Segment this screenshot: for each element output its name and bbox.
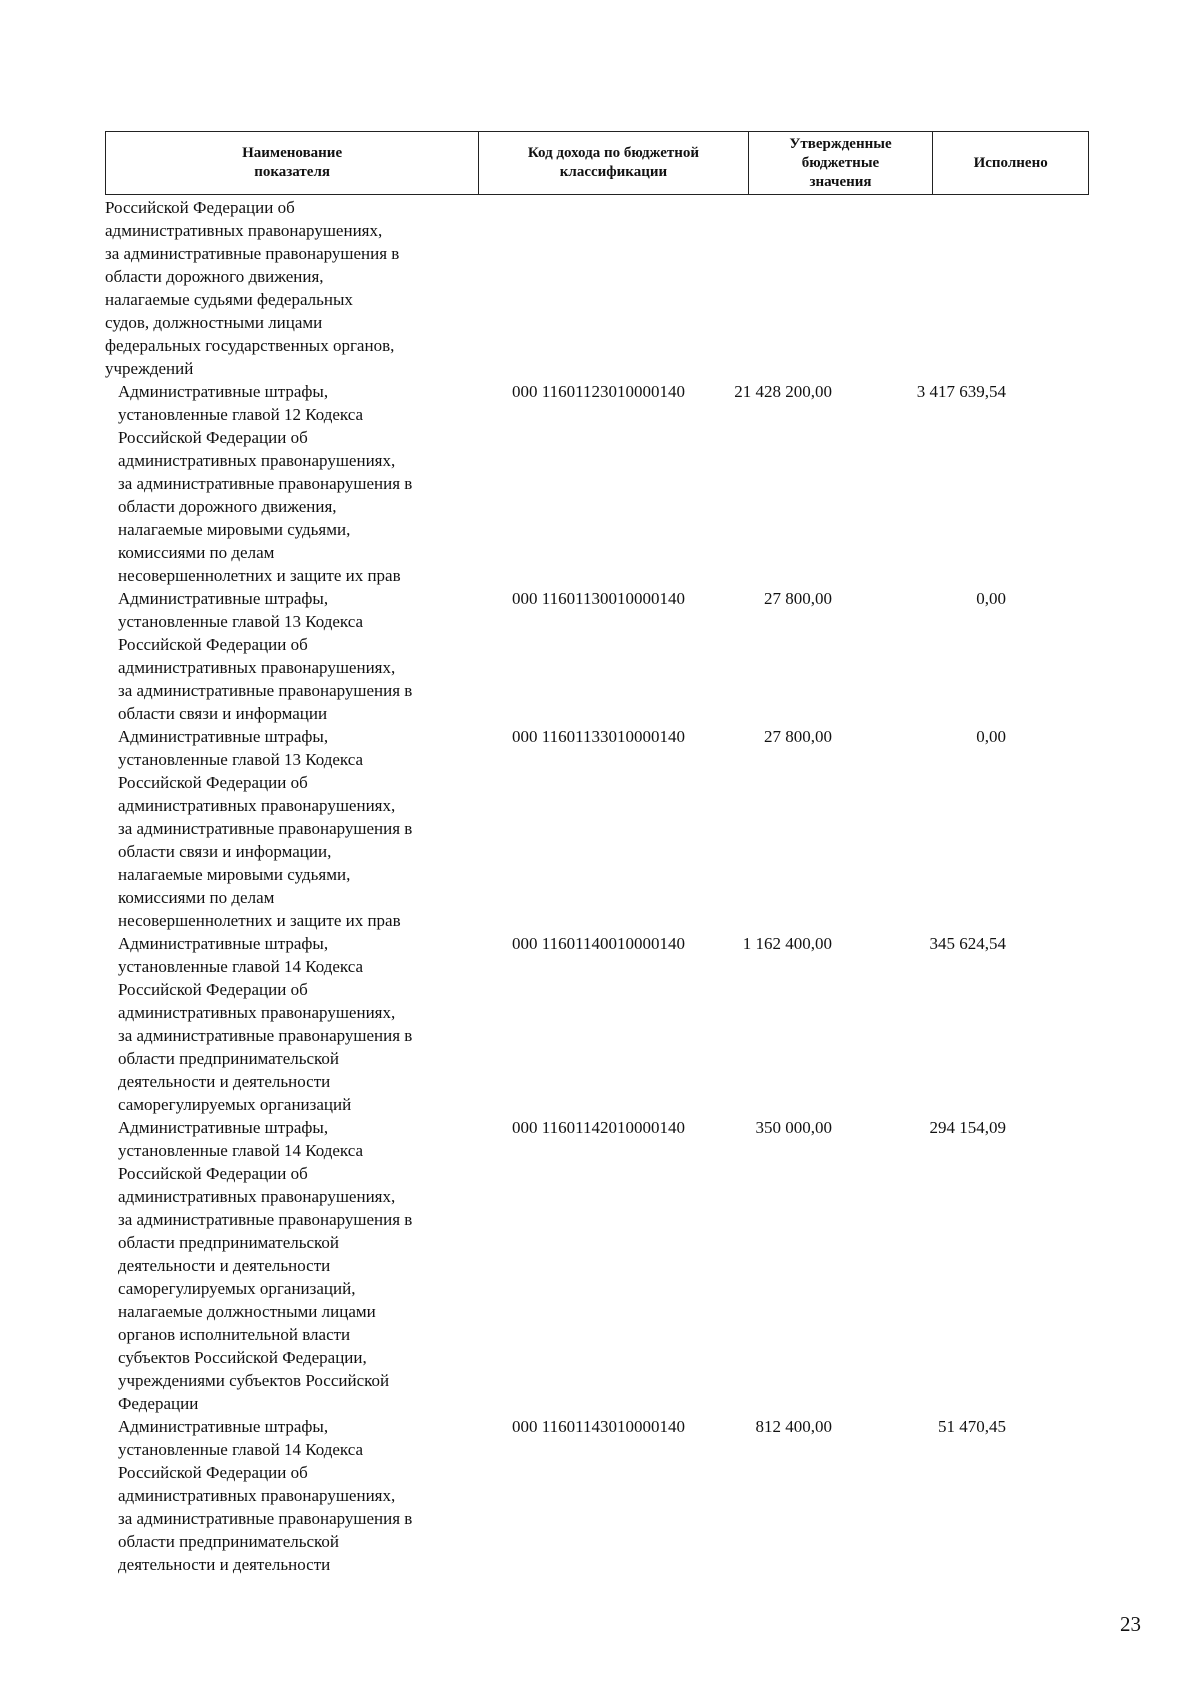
row-name: Административные штрафы, установленные главой 13 Кодекса Российской Федерации об административных правонарушениях, за административные правонарушения в области связи и информации: [118, 589, 413, 723]
table-row: [105, 1415, 1089, 1576]
row-executed: 0,00: [976, 589, 1006, 608]
table-header: [105, 131, 1089, 195]
row-executed: 0,00: [976, 727, 1006, 746]
table-row: [105, 725, 1089, 932]
row-name: Административные штрафы, установленные главой 14 Кодекса Российской Федерации об административных правонарушениях, за административные правонарушения в области предпринимательской деятельности и деятельности саморегулируемых организаций, налагаемые должностными лицами органов исполнительной власти субъектов Российской Федерации, учреждениями субъектов Российской Федерации: [118, 1118, 413, 1413]
row-executed: 345 624,54: [929, 934, 1006, 953]
row-name: Административные штрафы, установленные главой 12 Кодекса Российской Федерации об административных правонарушениях, за административные правонарушения в области дорожного движения, налагаемые мировыми судьями, комиссиями по делам несовершеннолетних и защите их прав: [118, 382, 413, 585]
header-name-line: Наименование: [242, 145, 343, 161]
table-row: [105, 196, 1089, 380]
header-code: [479, 132, 748, 194]
table-row: [105, 587, 1089, 725]
row-approved: 27 800,00: [764, 727, 832, 746]
header-name-line: показателя: [254, 164, 330, 180]
table-row: [105, 1116, 1089, 1415]
row-code: 000 11601133010000140: [512, 727, 685, 746]
row-approved: 1 162 400,00: [742, 934, 832, 953]
row-approved: 812 400,00: [755, 1417, 832, 1436]
row-approved: 350 000,00: [755, 1118, 832, 1137]
row-name: Административные штрафы, установленные главой 14 Кодекса Российской Федерации об административных правонарушениях, за административные правонарушения в области предпринимательской деятельности и деятельности: [118, 1417, 413, 1574]
header-approved: [749, 132, 934, 194]
header-approved-line: значения: [809, 173, 872, 190]
row-approved: 27 800,00: [764, 589, 832, 608]
row-name: Российской Федерации об административных правонарушениях, за административные правонарушения в области дорожного движения, налагаемые судьями федеральных судов, должностными лицами федеральных государственных органов, учреждений: [105, 198, 400, 378]
row-name: Административные штрафы, установленные главой 14 Кодекса Российской Федерации об административных правонарушениях, за административные правонарушения в области предпринимательской деятельности и деятельности саморегулируемых организаций: [118, 934, 413, 1114]
row-name: Административные штрафы, установленные главой 13 Кодекса Российской Федерации об административных правонарушениях, за административные правонарушения в области связи и информации, налагаемые мировыми судьями, комиссиями по делам несовершеннолетних и защите их прав: [118, 727, 413, 930]
row-executed: 3 417 639,54: [916, 382, 1006, 401]
header-approved-line: бюджетные: [801, 154, 880, 171]
table-row: [105, 380, 1089, 587]
row-code: 000 11601140010000140: [512, 934, 685, 953]
row-executed: 51 470,45: [938, 1417, 1006, 1436]
header-code-line: Код дохода по бюджетной: [527, 145, 700, 161]
header-code-line: классификации: [559, 164, 668, 180]
header-name: [106, 132, 479, 194]
page-number: 23: [1120, 1612, 1141, 1636]
header-approved-line: Утвержденные: [789, 135, 892, 152]
row-code: 000 11601130010000140: [512, 589, 685, 608]
header-executed: [933, 132, 1088, 194]
row-code: 000 11601143010000140: [512, 1417, 685, 1436]
table-body: [105, 196, 1089, 1576]
row-executed: 294 154,09: [929, 1118, 1006, 1137]
table-row: [105, 932, 1089, 1116]
row-code: 000 11601142010000140: [512, 1118, 685, 1137]
row-code: 000 11601123010000140: [512, 382, 685, 401]
header-executed-line: Исполнено: [973, 154, 1048, 171]
row-approved: 21 428 200,00: [734, 382, 832, 401]
